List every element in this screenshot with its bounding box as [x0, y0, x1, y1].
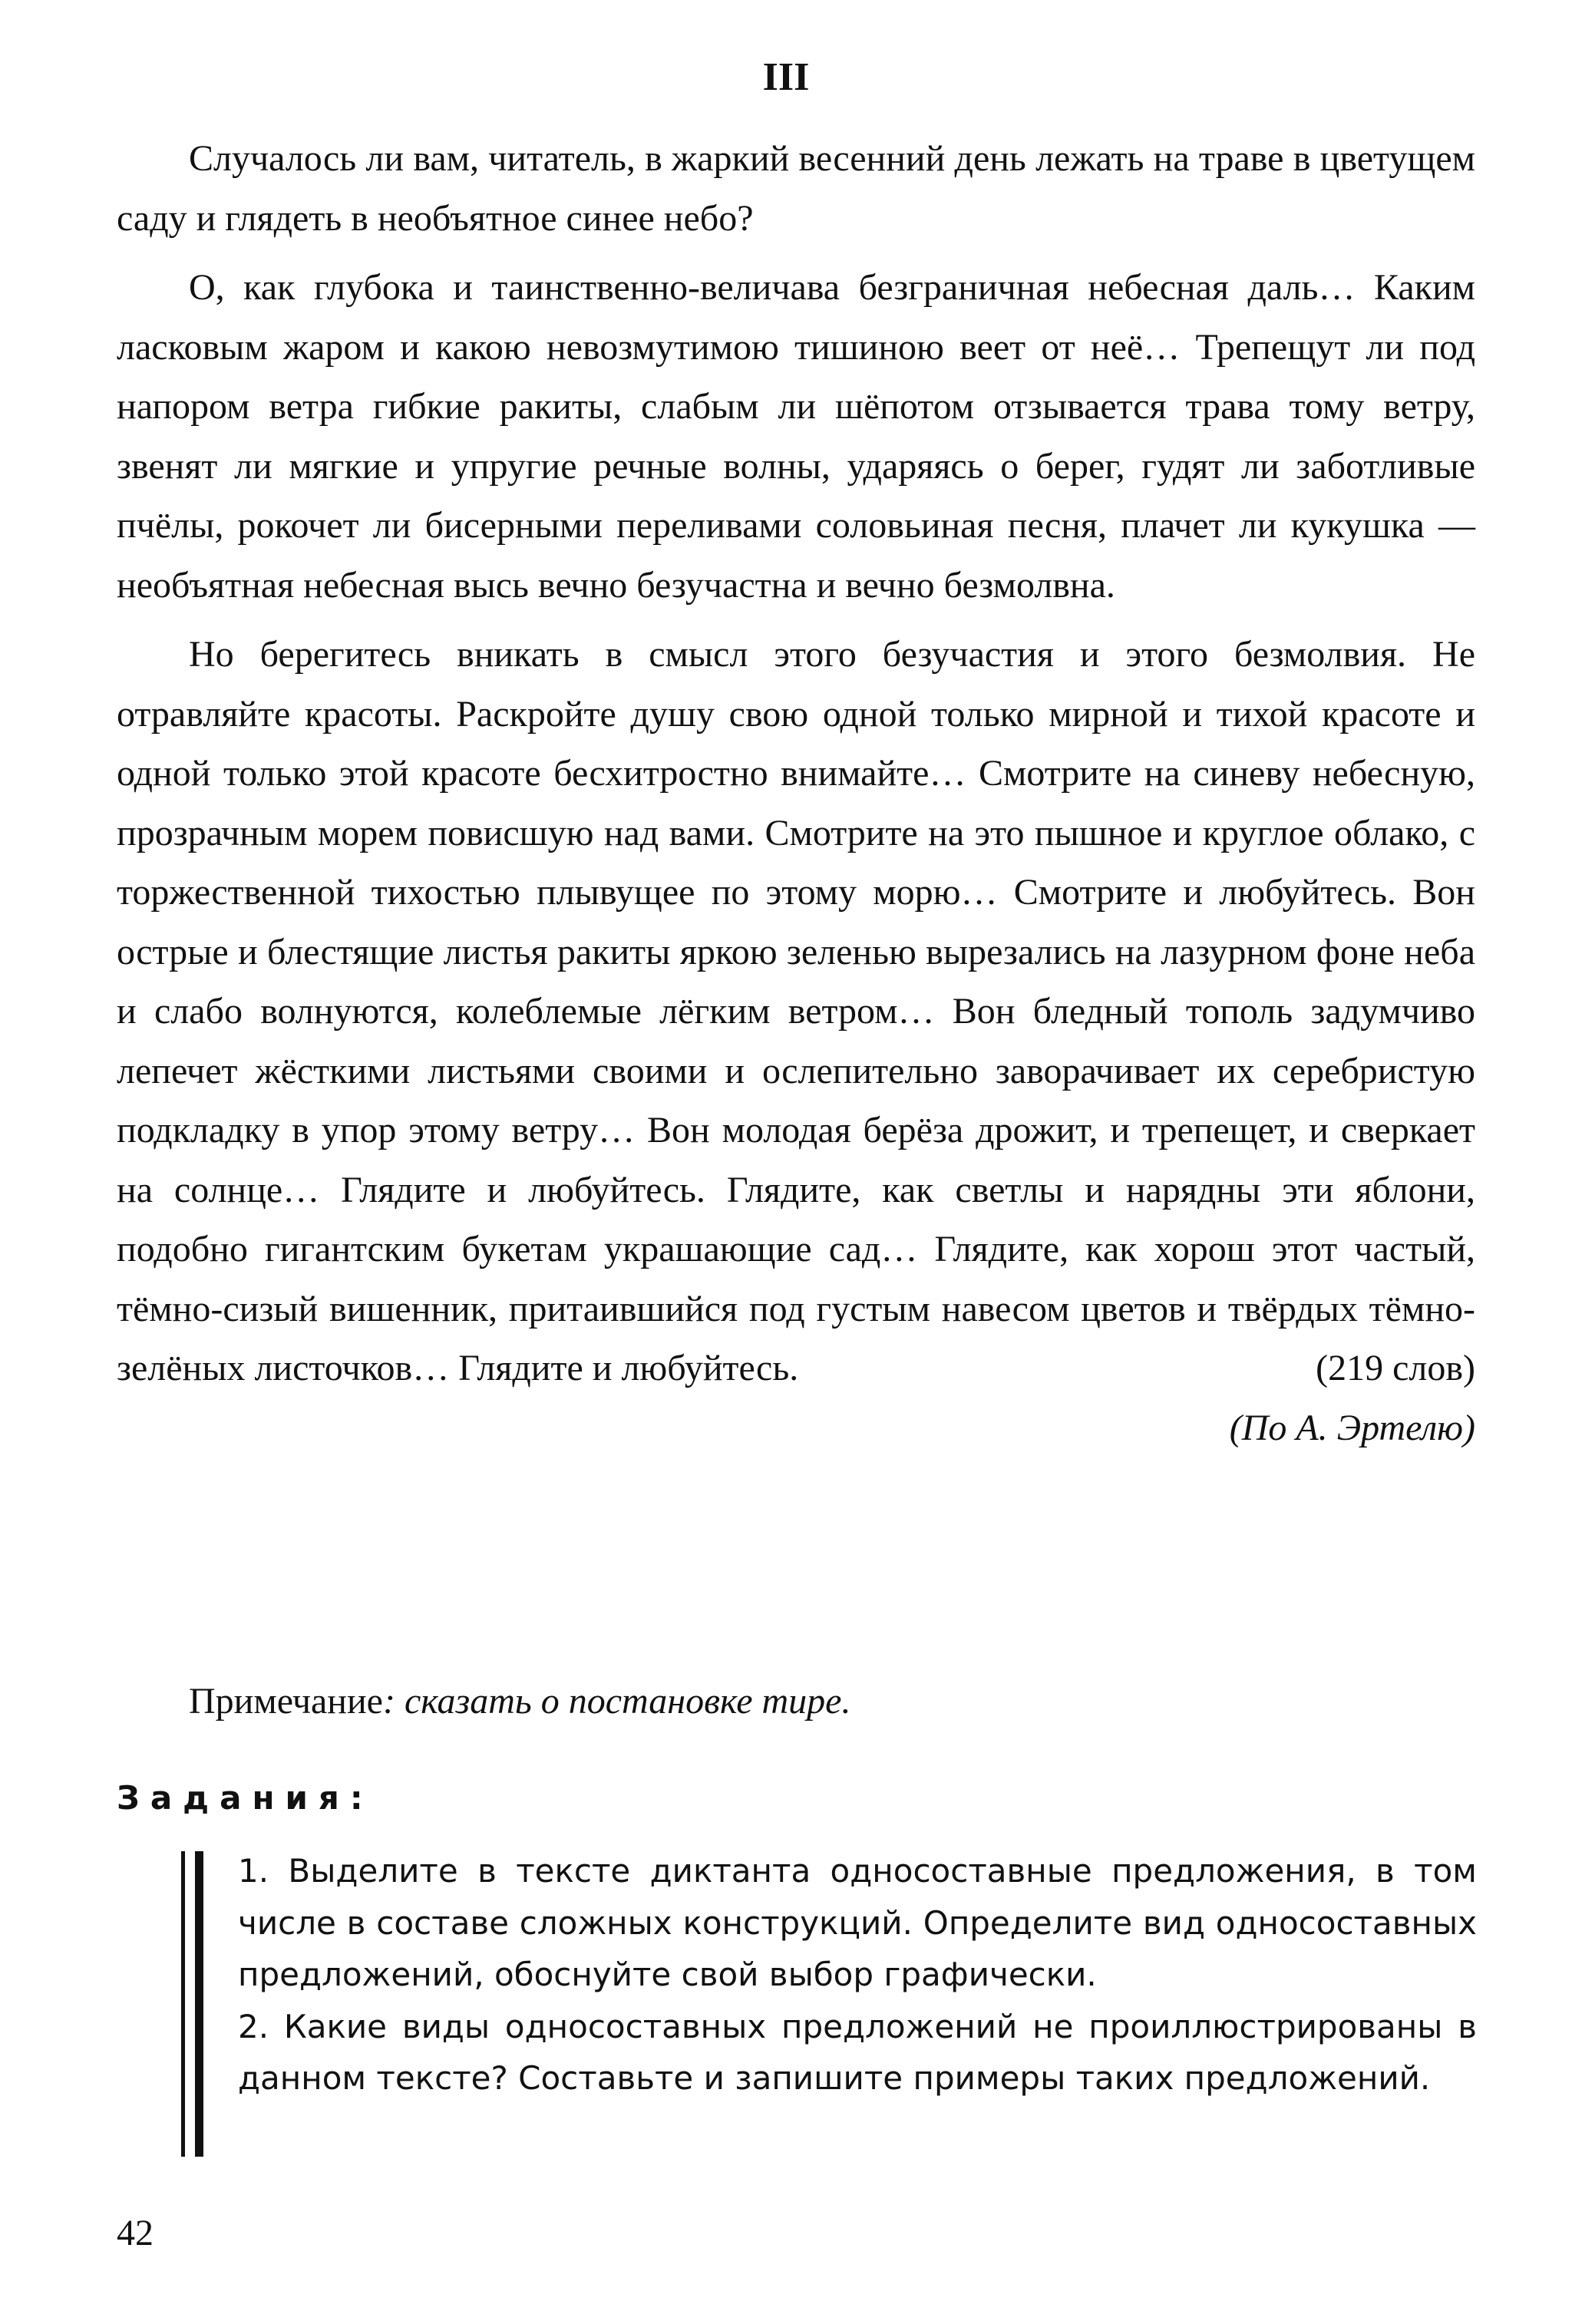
task-2: 2. Какие виды односоставных предложений не проиллюстрированы в данном тексте? Составьте и запишите примеры таких предложений.	[238, 2007, 1477, 2097]
paragraph-3-text: Но берегитесь вникать в смысл этого безучастия и этого безмолвия. Не отравляйте красоты. Раскройте душу свою одной только мирной и тихой красоте и одной только этой красоте бесхитростно внимайте… Смотрите на синеву небесную, прозрачным морем повисшую над вами. Смотрите на это пышное и круглое облако, с торжественной тихостью плывущее по этому морю… Смотрите и любуйтесь. Вон острые и блестящие листья ракиты яркою зеленью вырезались на лазурном фоне неба и слабо волнуются, колеблемые лёгким ветром… Вон бледный тополь задумчиво лепечет жёсткими листьями своими и ослепительно заворачивает их серебристую подкладку в упор этому ветру… Вон молодая берёза дрожит, и трепещет, и сверкает на солнце… Глядите и любуйтесь. Глядите, как светлы и нарядны эти яблони, подобно гигантским букетам украшающие сад… Глядите, как хорош этот частый, тёмно-сизый вишенник, притаившийся под густым навесом цветов и твёрдых тёмно-зелёных листочков… Глядите и любуйтесь.	[117, 634, 1475, 1388]
note	[189, 1672, 850, 1731]
attribution: (По А. Эртелю)	[1229, 1407, 1475, 1448]
page-number: 42	[117, 2213, 154, 2253]
dictation-text	[117, 129, 1475, 1457]
paragraph-3	[117, 625, 1475, 1398]
tasks-block	[181, 1845, 1478, 2152]
tasks-rule-thin	[181, 1851, 185, 2157]
paragraph-2: О, как глубока и таинственно-величава безграничная небесная даль… Каким ласковым жаром и какою невозмутимою тишиною веет от неё… Трепещут ли под напором ветра гибкие ракиты, слабым ли шёпотом отзывается трава тому ветру, звенят ли мягкие и упругие речные волны, ударяясь о берег, гудят ли заботливые пчёлы, рокочет ли бисерными переливами соловьиная песня, плачет ли кукушка — необъятная небесная высь вечно безучастна и вечно безмолвна.	[117, 267, 1475, 606]
task-1: 1. Выделите в тексте диктанта односоставные предложения, в том числе в составе сложных конструкций. Определите вид односоставных предложений, обоснуйте свой выбор графически.	[238, 1852, 1477, 1993]
paragraph-1: Случалось ли вам, читатель, в жаркий весенний день лежать на траве в цветущем саду и глядеть в необъятное синее небо?	[117, 138, 1475, 239]
tasks-rule	[195, 1851, 203, 2157]
note-label: Примечание	[189, 1681, 383, 1722]
word-count: (219 слов)	[1316, 1348, 1475, 1388]
note-text: : сказать о постановке тире.	[382, 1681, 851, 1722]
section-number: III	[762, 55, 810, 99]
tasks-heading: Задания:	[117, 1779, 374, 1817]
tasks-list	[238, 1845, 1477, 2104]
